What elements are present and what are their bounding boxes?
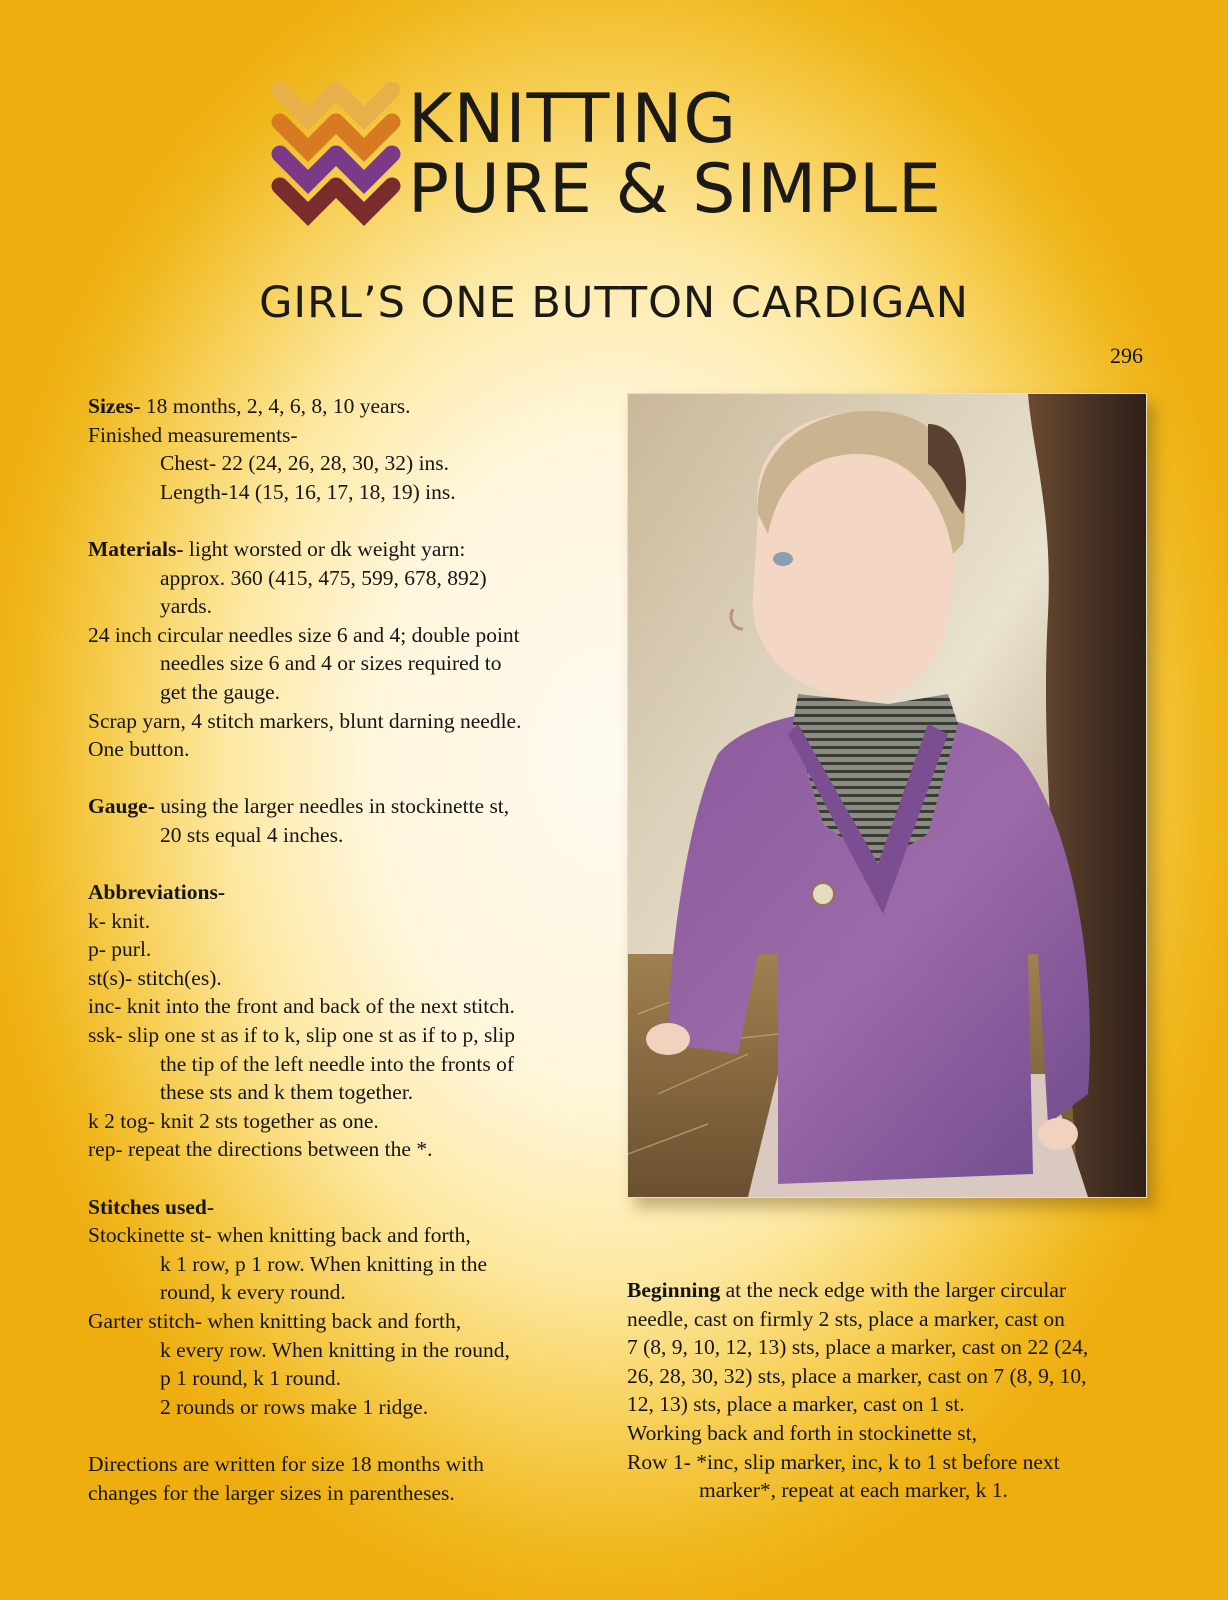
gauge-label: Gauge- <box>88 794 155 819</box>
abbr-knit: k- knit. <box>88 908 151 933</box>
knit-stitch-logo-icon <box>270 82 402 232</box>
abbr-inc: inc- knit into the front and back of the next stitch. <box>88 994 515 1019</box>
stockinette-1: Stockinette st- when knitting back and forth, <box>88 1223 471 1248</box>
logo-line-knitting: KNITTING <box>408 80 738 159</box>
sizes-text: 18 months, 2, 4, 6, 8, 10 years. <box>140 394 411 418</box>
girl-in-cardigan-illustration <box>628 394 1146 1197</box>
abbr-ssk-3: these sts and k them together. <box>160 1080 414 1105</box>
pattern-title: GIRL’S ONE BUTTON CARDIGAN <box>259 278 969 328</box>
garter-4: 2 rounds or rows make 1 ridge. <box>160 1394 429 1419</box>
materials-yardage-1: approx. 360 (415, 475, 599, 678, 892) <box>160 565 487 590</box>
garter-2: k every row. When knitting in the round, <box>160 1337 510 1362</box>
needles-line-1: 24 inch circular needles size 6 and 4; double point <box>88 622 520 647</box>
abbr-ssk-2: the tip of the left needle into the fronts of <box>160 1051 515 1076</box>
beginning-line-4: 26, 28, 30, 32) sts, place a marker, cast on 7 (8, 9, 10, <box>627 1363 1087 1388</box>
chest-measurement: Chest- 22 (24, 26, 28, 30, 32) ins. <box>160 451 450 476</box>
sizes-label: Sizes- <box>88 394 141 418</box>
beginning-line-1 <box>627 1276 1157 1305</box>
abbr-ssk-1: ssk- slip one st as if to k, slip one st as if to p, slip <box>88 1023 516 1048</box>
abbr-rep: rep- repeat the directions between the *. <box>88 1137 433 1162</box>
garter-3: p 1 round, k 1 round. <box>160 1366 341 1391</box>
length-measurement: Length-14 (15, 16, 17, 18, 19) ins. <box>160 479 456 504</box>
abbr-stitch: st(s)- stitch(es). <box>88 965 222 990</box>
notions-line: Scrap yarn, 4 stitch markers, blunt darning needle. <box>88 708 522 733</box>
finished-measurements: Finished measurements- <box>88 422 298 447</box>
abbreviations-label: Abbreviations- <box>88 880 225 905</box>
stockinette-2: k 1 row, p 1 row. When knitting in the <box>160 1251 488 1276</box>
stockinette-3: round, k every round. <box>160 1280 346 1305</box>
garter-1: Garter stitch- when knitting back and forth, <box>88 1309 462 1333</box>
materials-line <box>88 535 598 564</box>
gauge-line <box>88 792 598 821</box>
brand-logo <box>270 82 960 232</box>
directions-1: Directions are written for size 18 months with <box>88 1451 484 1476</box>
gauge-line-2: 20 sts equal 4 inches. <box>160 822 344 847</box>
left-column <box>88 392 598 1507</box>
cardigan-photo <box>627 393 1147 1198</box>
directions-2: changes for the larger sizes in parentheses. <box>88 1480 455 1505</box>
materials-text: light worsted or dk weight yarn: <box>183 536 466 561</box>
abbr-k2tog: k 2 tog- knit 2 sts together as one. <box>88 1108 379 1133</box>
beginning-line-5: 12, 13) sts, place a marker, cast on 1 st. <box>627 1392 965 1417</box>
materials-label: Materials- <box>88 536 184 561</box>
beginning-label: Beginning <box>627 1278 721 1302</box>
stitches-label: Stitches used- <box>88 1194 215 1219</box>
beginning-line-3: 7 (8, 9, 10, 12, 13) sts, place a marker, cast on 22 (24, <box>627 1335 1089 1360</box>
row1-line-1: Row 1- *inc, slip marker, inc, k to 1 st before next <box>627 1449 1060 1474</box>
gauge-text: using the larger needles in stockinette st, <box>154 794 510 819</box>
abbr-purl: p- purl. <box>88 937 152 962</box>
needles-line-3: get the gauge. <box>160 679 280 704</box>
materials-yardage-2: yards. <box>160 594 212 619</box>
page-number: 296 <box>1110 343 1143 368</box>
sizes-line <box>88 392 598 421</box>
beginning-text-1: at the neck edge with the larger circular <box>720 1278 1067 1302</box>
right-column <box>627 1276 1157 1505</box>
working-line: Working back and forth in stockinette st, <box>627 1420 977 1445</box>
row1-line-2: marker*, repeat at each marker, k 1. <box>699 1478 1008 1503</box>
logo-line-pure-simple: PURE & SIMPLE <box>408 150 942 229</box>
needles-line-2: needles size 6 and 4 or sizes required to <box>160 651 502 676</box>
beginning-line-2: needle, cast on firmly 2 sts, place a marker, cast on <box>627 1306 1065 1331</box>
button-line: One button. <box>88 737 190 762</box>
